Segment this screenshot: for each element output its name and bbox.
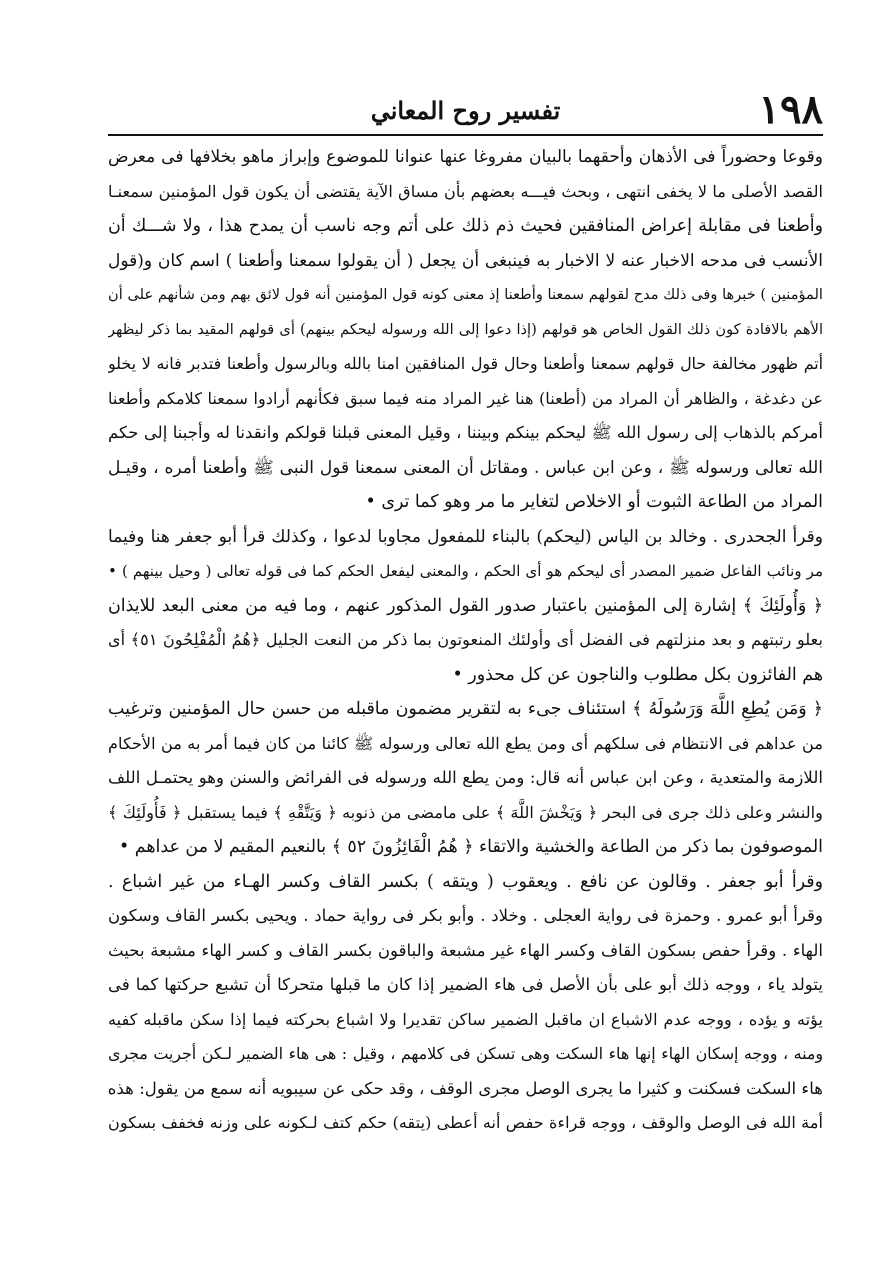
text-line: بعلو رتبتهم و بعد منزلتهم فى الفضل أى وأولئك المنعوتون بما ذكر من النعت الجليل ﴿هُمُ الْمُفْلِحُونَ ٥١﴾ أى — [108, 630, 823, 649]
page-number: ١٩٨ — [758, 86, 823, 133]
text-line: ومنه ، ووجه إسكان الهاء إنها هاء السكت وهى تسكن فى كلامهم ، وقيل : هى هاء الضمير لـكن أجريت مجرى — [108, 1044, 823, 1063]
text-line: المراد من الطاعة الثبوت أو الاخلاص لتغاير ما مر وهو كما ترى • — [365, 492, 823, 512]
text-line: هم الفائزون بكل مطلوب والناجون عن كل محذور • — [452, 664, 823, 685]
body-text — [108, 140, 823, 1141]
text-line: أمة الله فى الوصل والوقف ، ووجه قراءة حفص أنه أعطى (يتقه) حكم كتف لـكونه على وزنه فخفف بسكون — [108, 1113, 823, 1132]
text-line: الله تعالى ورسوله ﷺ ، وعن ابن عباس . ومقاتل أن المعنى سمعنا قول النبى ﷺ وأطعنا أمره ، وقيـل — [108, 457, 823, 478]
running-title: تفسير روح المعاني — [370, 96, 561, 125]
text-line: ﴿ وَمَن يُطِعِ اللَّهَ وَرَسُولَهُ ﴾ استئناف جىء به لتقرير مضمون ماقبله من حسن حال المؤمنين وترغيب — [108, 699, 823, 719]
text-line: المؤمنين ) خبرها وفى ذلك مدح لقولهم سمعنا وأطعنا إذ معنى كونه قول المؤمنين أنه قول لائق بهم ومن شأنهم على أن — [108, 286, 823, 303]
text-line: أتم ظهور مخالفة حال قولهم سمعنا وأطعنا وحال قول المنافقين امنا بالله وبالرسول وأطعنا فتدبر فانه لا يخلو — [108, 354, 823, 373]
text-line: الأهم بالافادة كون ذلك القول الخاص هو قولهم (إذا دعوا إلى الله ورسوله ليحكم بينهم) أى قولهم المقيد بما ذكر ليظهر — [108, 320, 823, 338]
text-line: وقرأ أبو جعفر . وقالون عن نافع . ويعقوب ( ويتقه ) بكسر القاف وكسر الهـاء من غير اشباع . — [108, 871, 823, 892]
text-line: والنشر وعلى ذلك جرى فى البحر ﴿ وَيَخْشَ اللَّهَ ﴾ على مامضى من ذنوبه ﴿ وَيَتَّقْهِ ﴾ فيما يستقبل ﴿ فَأُولَئِكَ ﴾ — [108, 802, 823, 822]
text-line: اللازمة والمتعدية ، وعن ابن عباس أنه قال: ومن يطع الله ورسوله فى الفرائض والسنن وهو يحتمـل اللف — [108, 768, 823, 787]
text-line: وقرأ أبو عمرو . وحمزة فى رواية العجلى . وخلاد . وأبو بكر فى رواية حماد . ويحيى بكسر القاف وسكون — [108, 906, 823, 925]
header-rule — [108, 134, 823, 136]
text-line: وأطعنا فى مقابلة إعراض المنافقين فحيث ذم ذلك على أتم وجه ناسب أن يمدح هذا ، ولا شـــك أن — [108, 216, 823, 236]
text-line: عن دغدغة ، والظاهر أن المراد من (أطعنا) هنا غير المراد منه فيما سبق فكأنهم أرادوا سمعنا كلامكم وأطعنا — [108, 388, 823, 408]
text-line: أمركم بالذهاب إلى رسول الله ﷺ ليحكم بينكم وبيننا ، وقيل المعنى قبلنا قولكم وانقدنا له وأجبنا إلى حكم — [108, 423, 823, 442]
text-line: مر ونائب الفاعل ضمير المصدر أى ليحكم هو أى الحكم ، والمعنى ليفعل الحكم كما فى قوله تعالى ( وحيل بينهم ) • — [108, 562, 823, 580]
text-line: هاء السكت فسكنت و كثيرا ما يجرى الوصل مجرى الوقف ، وقد حكى عن سيبويه أنه سمع من يقول: هذه — [108, 1078, 823, 1098]
text-line: وقرأ الجحدرى . وخالد بن الياس (ليحكم) بالبناء للمفعول مجاوبا لدعوا ، وكذلك قرأ أبو جعفر هنا وفيما — [108, 526, 823, 547]
text-line: وقوعا وحضوراً فى الأذهان وأحقهما بالبيان مفروغا عنها عنوانا للموضوع وإبراز ماهو بخلافها فى معرض — [108, 147, 823, 167]
text-line: يتولد ياء ، ووجه ذلك أبو على بأن الأصل فى هاء الضمير إذا كان ما قبلها متحركا أن تشبع حركتها كما فى — [108, 975, 823, 994]
text-line: ﴿ وَأُولَئِكَ ﴾ إشارة إلى المؤمنين باعتبار صدور القول المذكور عنهم ، وما فيه من معنى البعد للايذان — [108, 595, 823, 616]
text-line: يؤته و يؤده ، ووجه عدم الاشباع ان ماقبل الضمير ساكن تقديرا ولا اشباع بحركته فيما إذا سكن ماقبله كفيه — [108, 1009, 823, 1029]
page-header — [108, 88, 823, 136]
text-line: الهاء . وقرأ حفص بسكون القاف وكسر الهاء غير مشبعة والباقون بكسر القاف و كسر الهاء مشبعة بحيث — [108, 940, 823, 960]
text-line: الموصوفون بما ذكر من الطاعة والخشية والاتقاء ﴿ هُمُ الْفَائِزُونَ ٥٢ ﴾ بالنعيم المقيم لا من عداهم • — [119, 837, 823, 857]
text-line: من عداهم فى الانتظام فى سلكهم أى ومن يطع الله تعالى ورسوله ﷺ كائنا من كان فيما أمر به من الأحكام — [108, 733, 823, 753]
text-line: الأنسب فى مدحه الاخبار عنه لا الاخبار به فينبغى أن يجعل ( أن يقولوا سمعنا وأطعنا ) اسم كان و(قول — [108, 250, 823, 271]
text-line: القصد الأصلى ما لا يخفى انتهى ، وبحث فيـــه بعضهم بأن مساق الآية يقتضى أن يكون قول المؤمنين سمعنـا — [108, 181, 823, 201]
